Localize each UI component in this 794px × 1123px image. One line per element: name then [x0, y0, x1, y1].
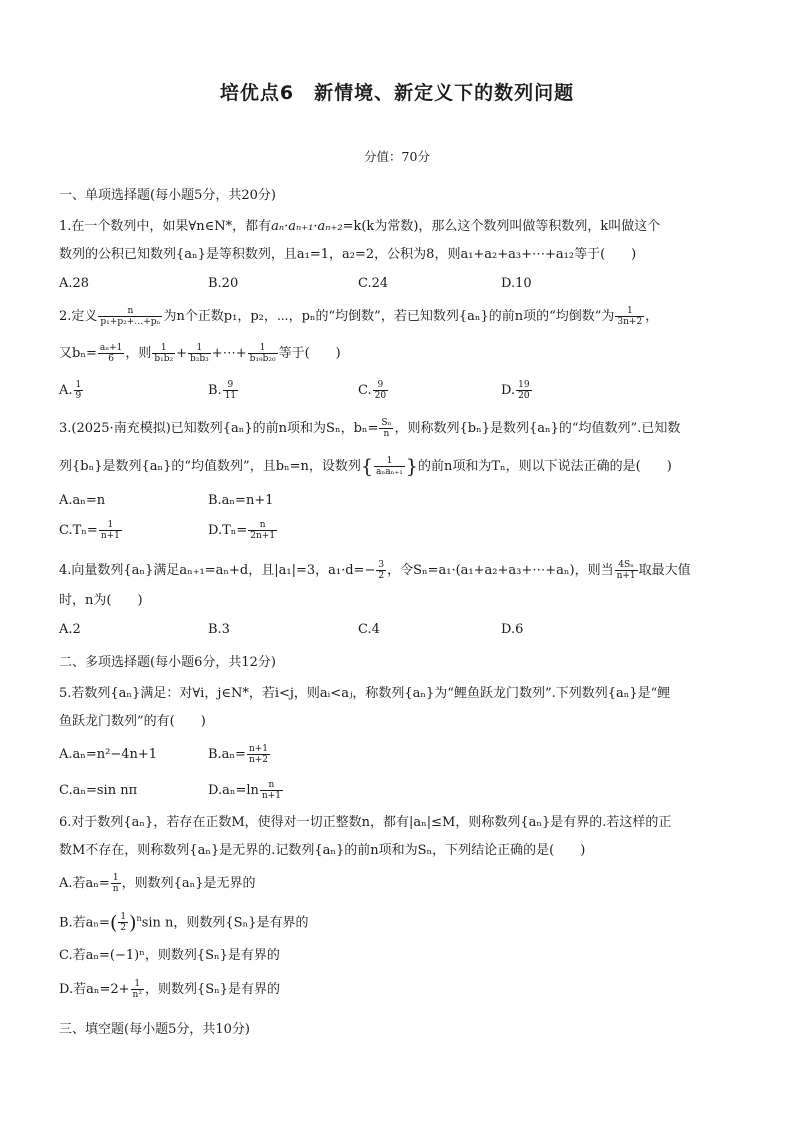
q2-option-c: C. $\frac{9}{20}$ — [358, 380, 387, 401]
q5-option-d: D.aₙ=ln $\frac{n}{n+1}$ — [208, 780, 281, 801]
q2-option-d: D. $\frac{19}{20}$ — [501, 380, 530, 401]
q5-option-a: A.aₙ=n²−4n+1 — [59, 747, 158, 762]
q2-term-last: $\frac{1}{\text{b₁₉b₂₀}}$ — [249, 343, 276, 364]
q4-dot-fraction: $\frac{3}{2}$ — [378, 560, 385, 581]
question-3-line-1: 3.(2025·南充模拟)已知数列{aₙ}的前n项和为Sₙ，bₙ= $\frac{\text{Sₙ}}{n}$ ，则称数列{bₙ}是数列{aₙ}的“均值数列”.已知数 — [59, 418, 681, 439]
question-5-line-2: 鱼跃龙门数列”的有( ) — [59, 714, 206, 729]
q4-option-d: D.6 — [501, 622, 524, 637]
question-6-line-2: 数M不存在，则称数列{aₙ}是无界的.记数列{aₙ}的前n项和为Sₙ，下列结论正确的是( ) — [59, 843, 586, 858]
q2-option-b: B. $\frac{9}{11}$ — [208, 380, 237, 401]
q1-option-b: B.20 — [208, 276, 239, 291]
q3-option-c: C.Tₙ= $\frac{1}{n+1}$ — [59, 520, 120, 541]
q4-ratio-fraction: $\frac{\text{4Sₙ}}{n+1}$ — [616, 560, 636, 581]
page-title: 培优点6 新情境、新定义下的数列问题 — [219, 82, 575, 104]
q3-seq-fraction: $\frac{1}{\text{aₙaₙ₊₁}}$ — [376, 456, 403, 477]
q4-option-a: A.2 — [59, 622, 81, 637]
q4-option-c: C.4 — [358, 622, 380, 637]
q3-option-a: A.aₙ=n — [59, 493, 106, 508]
q2-term-1: $\frac{1}{\text{b₁b₂}}$ — [154, 343, 174, 364]
q1-option-a: A.28 — [59, 276, 90, 291]
q5-option-c: C.aₙ=sin nπ — [59, 783, 138, 798]
question-1-line-1: 1.在一个数列中，如果∀n∈N*，都有aₙ·aₙ₊₁·aₙ₊₂=k(k为常数)，那么这个数列叫做等积数列，k叫做这个 — [59, 219, 661, 234]
question-4-line-2: 时，n为( ) — [59, 593, 143, 608]
q6-option-a: A.若aₙ= $\frac{1}{n}$ ，则数列{aₙ}是无界的 — [59, 873, 256, 894]
q3-option-d: D.Tₙ= $\frac{n}{2n+1}$ — [208, 520, 276, 541]
question-4-line-1: 4.向量数列{aₙ}满足aₙ₊₁=aₙ+d，且|a₁|=3，a₁·d=− $\frac{3}{2}$ ，令Sₙ=a₁·(a₁+a₂+a₃+⋯+aₙ)，则当 $\frac{\text{4Sₙ}}{n+1}$ 取最大值 — [59, 560, 691, 581]
q3-bn-fraction: $\frac{\text{Sₙ}}{n}$ — [381, 418, 392, 439]
section-heading-multi-choice: 二、多项选择题(每小题6分，共12分) — [59, 655, 276, 670]
q6-option-d: D.若aₙ=2+ $\frac{1}{\text{n²}}$ ，则数列{Sₙ}是有界的 — [59, 979, 281, 1000]
question-3-line-2: 列{bₙ}是数列{aₙ}的“均值数列”，且bₙ=n，设数列{ $\frac{1}{\text{aₙaₙ₊₁}}$ }的前n项和为Tₙ，则以下说法正确的是( ) — [59, 455, 672, 478]
question-6-line-1: 6.对于数列{aₙ}，若存在正数M，使得对一切正整数n，都有|aₙ|≤M，则称数列{aₙ}是有界的.若这样的正 — [59, 815, 672, 830]
q1-option-d: D.10 — [501, 276, 532, 291]
question-5-line-1: 5.若数列{aₙ}满足：对∀i，j∈N*，若i<j，则aᵢ<aⱼ，称数列{aₙ}为“鲤鱼跃龙门数列”.下列数列{aₙ}是“鲤 — [59, 686, 671, 701]
question-2-line-1: 2.定义 $\frac{n}{\text{p₁+p₂+…+pₙ}}$ 为n个正数p₁，p₂，⋯，pₙ的“均倒数”，若已知数列{aₙ}的前n项的“均倒数”为 $\frac{1}{3n+2}$ ， — [59, 306, 659, 327]
q2-def-fraction: $\frac{n}{\text{p₁+p₂+…+pₙ}}$ — [100, 306, 161, 327]
q2-avg-fraction: $\frac{1}{3n+2}$ — [617, 306, 643, 327]
question-1-line-2: 数列的公积已知数列{aₙ}是等积数列，且a₁=1，a₂=2，公积为8，则a₁+a₂+a₃+⋯+a₁₂等于( ) — [59, 247, 637, 262]
q4-option-b: B.3 — [208, 622, 230, 637]
q2-term-2: $\frac{1}{\text{b₂b₃}}$ — [190, 343, 209, 364]
q6-option-c: C.若aₙ=(−1)ⁿ，则数列{Sₙ}是有界的 — [59, 948, 280, 963]
score-label: 分值：70分 — [364, 149, 430, 164]
q1-option-c: C.24 — [358, 276, 389, 291]
q6-option-b: B.若aₙ=( $\frac{1}{2}$ )$^n$sin n，则数列{Sₙ}是有界的 — [59, 911, 309, 934]
question-2-line-2: 又bₙ= $\frac{\text{aₙ+1}}{6}$ ，则 $\frac{1}{\text{b₁b₂}}$ + $\frac{1}{\text{b₂b₃}}$ +⋯+ $\frac{1}{\text{b₁₉b₂₀}}$ 等于( ) — [59, 343, 341, 364]
q3-option-b: B.aₙ=n+1 — [208, 493, 274, 508]
section-heading-single-choice: 一、单项选择题(每小题5分，共20分) — [59, 188, 276, 203]
q2-bn-fraction: $\frac{\text{aₙ+1}}{6}$ — [99, 343, 123, 364]
q5-option-b: B.aₙ= $\frac{n+1}{n+2}$ — [208, 744, 269, 765]
q1-product-expr: aₙ·aₙ₊₁·aₙ₊₂ — [271, 219, 343, 234]
section-heading-fill-blank: 三、填空题(每小题5分，共10分) — [59, 1022, 250, 1037]
q2-option-a: A. $\frac{1}{9}$ — [59, 380, 82, 401]
